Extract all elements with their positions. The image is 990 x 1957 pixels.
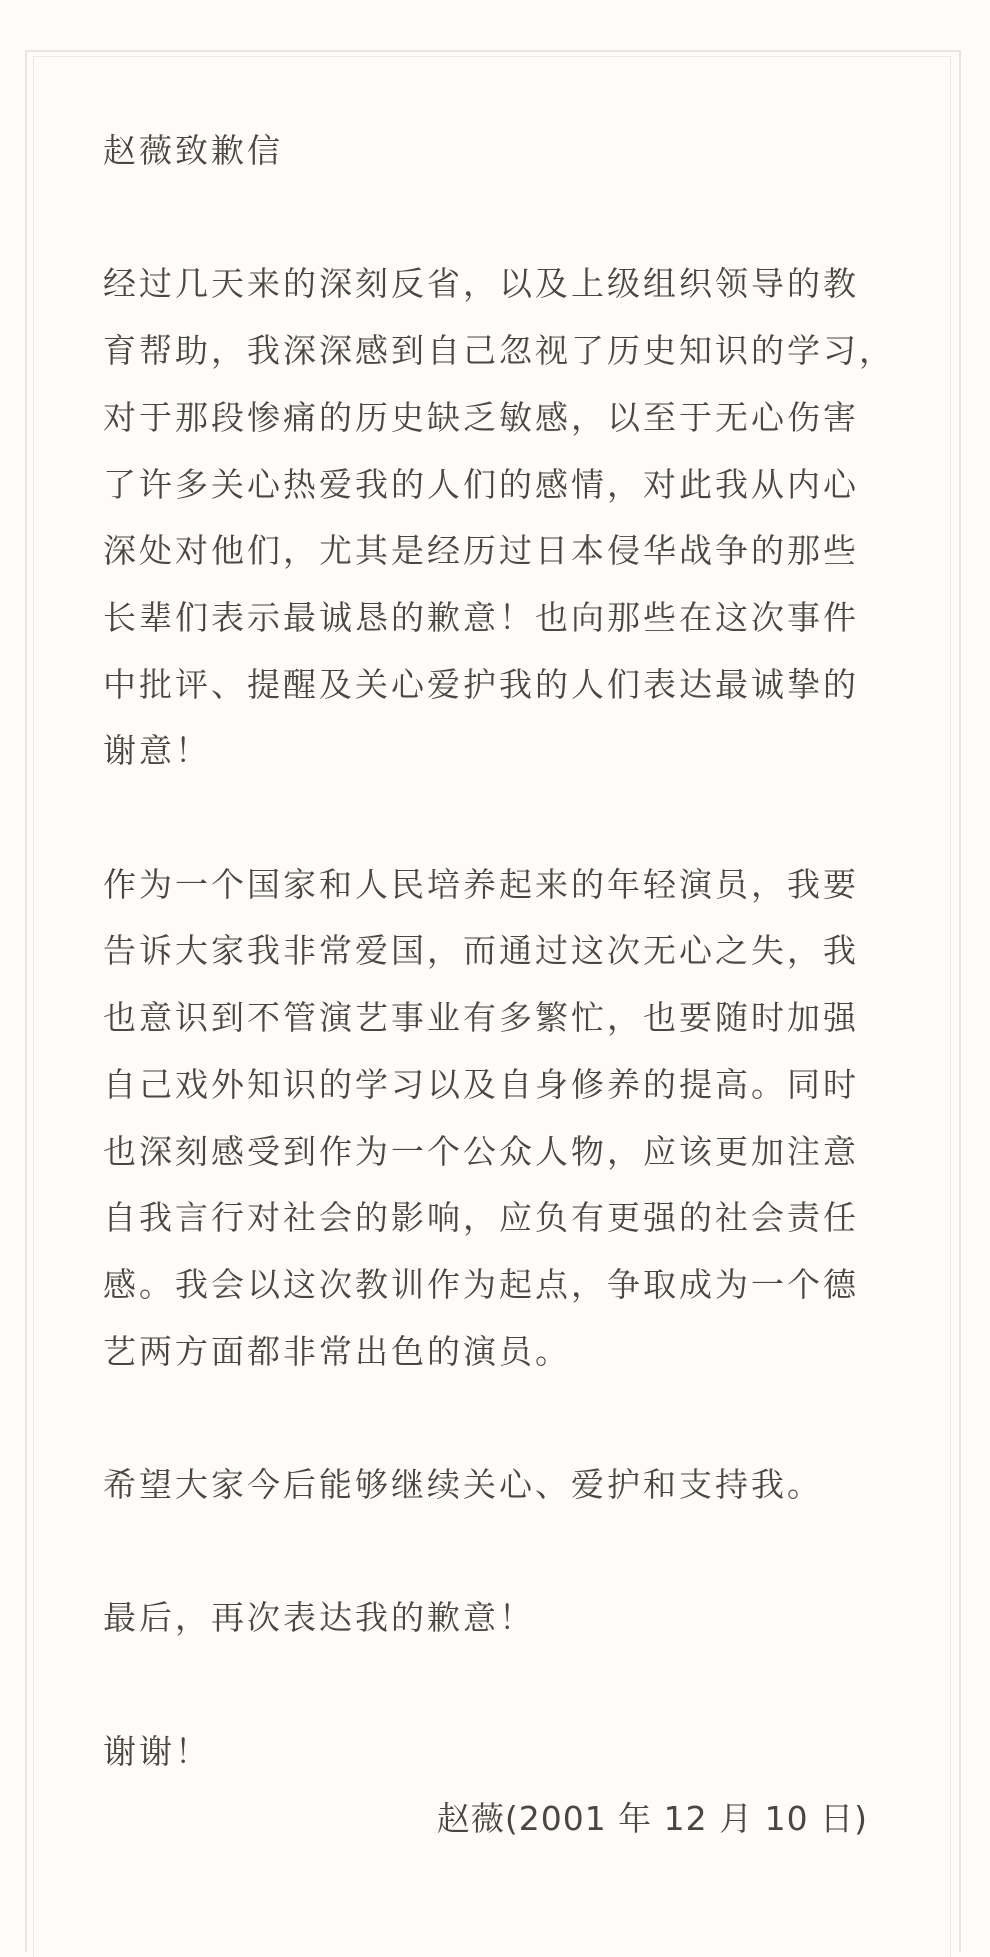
paragraph-1-line: 了许多关心热爱我的人们的感情，对此我从内心 — [103, 464, 859, 504]
paragraph-2-line: 自己戏外知识的学习以及自身修养的提高。同时 — [103, 1064, 859, 1104]
letter-title: 赵薇致歉信 — [103, 131, 283, 170]
paragraph-2-line: 也深刻感受到作为一个公众人物，应该更加注意 — [103, 1131, 859, 1171]
paragraph-2-line: 艺两方面都非常出色的演员。 — [103, 1331, 571, 1371]
paragraph-1-line: 深处对他们，尤其是经历过日本侵华战争的那些 — [103, 531, 859, 571]
paragraph-1-line: 中批评、提醒及关心爱护我的人们表达最诚挚的 — [103, 664, 859, 704]
signature: 赵薇(2001 年 12 月 10 日) — [436, 1798, 868, 1838]
paragraph-2-line: 也意识到不管演艺事业有多繁忙，也要随时加强 — [103, 998, 859, 1038]
paragraph-5-line: 谢谢！ — [103, 1731, 211, 1771]
paragraph-2-line: 告诉大家我非常爱国，而通过这次无心之失，我 — [103, 931, 859, 971]
paragraph-4-line: 最后，再次表达我的歉意！ — [103, 1598, 535, 1638]
paragraph-3-line: 希望大家今后能够继续关心、爱护和支持我。 — [103, 1465, 823, 1504]
paragraph-2-line: 作为一个国家和人民培养起来的年轻演员，我要 — [103, 864, 859, 904]
paragraph-1-line: 谢意！ — [103, 731, 211, 771]
paragraph-1-line: 长辈们表示最诚恳的歉意！也向那些在这次事件 — [103, 597, 859, 637]
paragraph-2-line: 感。我会以这次教训作为起点，争取成为一个德 — [103, 1264, 859, 1304]
paragraph-1-line: 育帮助，我深深感到自己忽视了历史知识的学习， — [103, 331, 895, 371]
paragraph-1-line: 对于那段惨痛的历史缺乏敏感，以至于无心伤害 — [103, 397, 859, 437]
paragraph-1-line: 经过几天来的深刻反省，以及上级组织领导的教 — [103, 264, 859, 304]
paragraph-2-line: 自我言行对社会的影响，应负有更强的社会责任 — [103, 1198, 859, 1238]
